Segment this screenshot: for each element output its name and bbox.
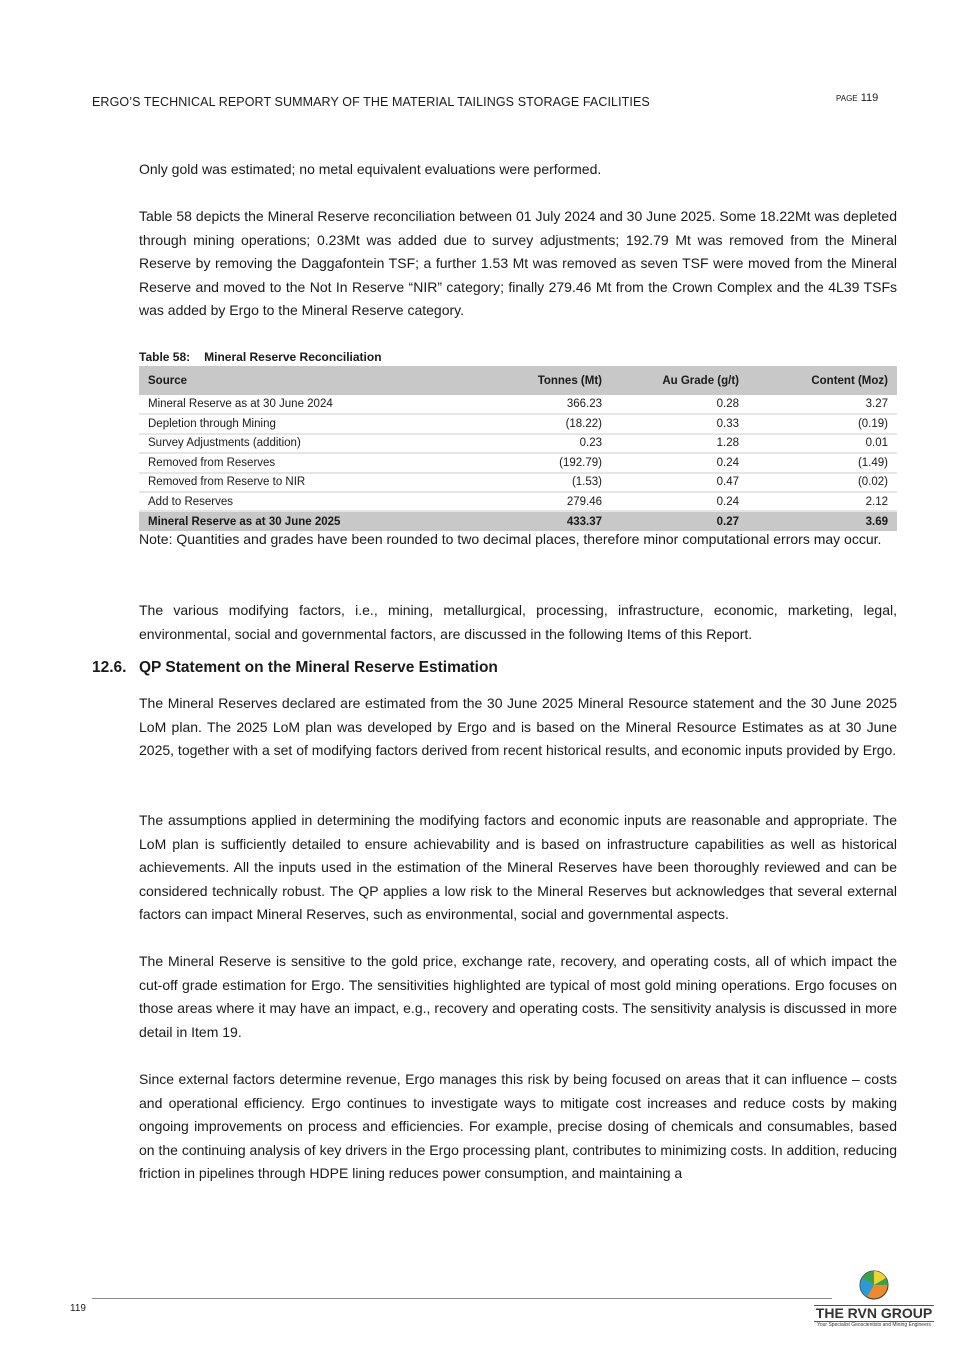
table-row <box>139 395 897 414</box>
table-row <box>139 434 897 453</box>
cell-grade: 0.24 <box>611 492 748 511</box>
table-row <box>139 453 897 472</box>
cell-source: Survey Adjustments (addition) <box>139 434 439 453</box>
cell-tonnes: (18.22) <box>439 414 611 433</box>
page-number-header <box>836 92 878 104</box>
rvn-group-logo <box>814 1270 934 1328</box>
col-tonnes: Tonnes (Mt) <box>439 366 611 395</box>
cell-source: Add to Reserves <box>139 492 439 511</box>
cell-content: (0.19) <box>748 414 897 433</box>
paragraph-reconciliation: Table 58 depicts the Mineral Reserve reconciliation between 01 July 2024 and 30 June 2025. Some 18.22Mt was depleted through mining operations; 0.23Mt was added due to survey adjustments; 192.79 Mt was removed from the Mineral Reserve by removing the Daggafontein TSF; a further 1.53 Mt was removed as seven TSF were moved from the Mineral Reserve and moved to the Not In Reserve “NIR” category; finally 279.46 Mt from the Crown Complex and the 4L39 TSFs was added by Ergo to the Mineral Reserve category. <box>139 208 897 318</box>
cell-content: (0.02) <box>748 473 897 492</box>
cell-grade: 1.28 <box>611 434 748 453</box>
cell-content: 3.27 <box>748 395 897 414</box>
reconciliation-table <box>139 366 897 531</box>
section-title: QP Statement on the Mineral Reserve Estimation <box>139 659 498 676</box>
table-caption <box>139 350 396 364</box>
cell-grade: 0.33 <box>611 414 748 433</box>
table-row <box>139 414 897 433</box>
paragraph-sensitivity: The Mineral Reserve is sensitive to the gold price, exchange rate, recovery, and operating costs, all of which impact the cut-off grade estimation for Ergo. The sensitivities highlighted are typical of most gold mining operations. Ergo focuses on those areas where it may have an impact, e.g., recovery and operating costs. The sensitivity analysis is discussed in more detail in Item 19. <box>139 953 897 1040</box>
paragraph-modifying-factors: The various modifying factors, i.e., mining, metallurgical, processing, infrastructure, economic, marketing, legal, environmental, social and governmental factors, are discussed in the following Items of this Report. <box>139 602 897 642</box>
cell-tonnes: 279.46 <box>439 492 611 511</box>
cell-tonnes: (192.79) <box>439 453 611 472</box>
paragraph-external-factors: Since external factors determine revenue, Ergo manages this risk by being focused on areas that it can influence – costs and operational efficiency. Ergo continues to investigate ways to mitigate cost increases and reduce costs by making ongoing improvements on process and efficiencies. For example, precise dosing of chemicals and consumables, based on the continuing analysis of key drivers in the Ergo processing plant, contributes to minimizing costs. In addition, reducing friction in pipelines through HDPE lining reduces power consumption, and maintaining a <box>139 1071 897 1181</box>
total-tonnes: 433.37 <box>439 511 611 530</box>
cell-tonnes: 0.23 <box>439 434 611 453</box>
page-number: 119 <box>860 92 879 104</box>
cell-grade: 0.24 <box>611 453 748 472</box>
cell-grade: 0.47 <box>611 473 748 492</box>
paragraph-reserves-declared: The Mineral Reserves declared are estimated from the 30 June 2025 Mineral Resource statement and the 30 June 2025 LoM plan. The 2025 LoM plan was developed by Ergo and is based on the Mineral Resource Estimates as at 30 June 2025, together with a set of modifying factors derived from recent historical results, and economic inputs provided by Ergo. <box>139 695 897 758</box>
cell-source: Removed from Reserves <box>139 453 439 472</box>
table-header-row <box>139 366 897 395</box>
table-note: Note: Quantities and grades have been rounded to two decimal places, therefore minor computational errors may occur. <box>139 531 882 547</box>
cell-source: Removed from Reserve to NIR <box>139 473 439 492</box>
table-row <box>139 473 897 492</box>
col-source: Source <box>139 366 439 395</box>
logo-tagline: Your Specialist Geoscientists and Mining Engineers <box>816 1322 932 1328</box>
footer-page-number: 119 <box>70 1303 86 1314</box>
section-heading <box>92 659 498 677</box>
section-number: 12.6. <box>92 659 127 676</box>
logo-name: THE RVN GROUP <box>815 1305 933 1321</box>
total-grade: 0.27 <box>611 511 748 530</box>
paragraph-assumptions: The assumptions applied in determining the modifying factors and economic inputs are reasonable and appropriate. The LoM plan is sufficiently detailed to ensure achievability and is based on infrastructure capabilities as well as historical achievements. All the inputs used in the estimation of the Mineral Reserves have been thoroughly reviewed and can be considered technically robust. The QP applies a low risk to the Mineral Reserves but acknowledges that several external factors can impact Mineral Reserves, such as environmental, social and governmental aspects. <box>139 812 897 922</box>
footer-divider <box>92 1298 832 1299</box>
logo-globe-icon <box>859 1270 889 1300</box>
col-grade: Au Grade (g/t) <box>611 366 748 395</box>
cell-content: 0.01 <box>748 434 897 453</box>
table-caption-number: Table 58: <box>139 350 191 364</box>
cell-tonnes: (1.53) <box>439 473 611 492</box>
cell-grade: 0.28 <box>611 395 748 414</box>
col-content: Content (Moz) <box>748 366 897 395</box>
cell-content: (1.49) <box>748 453 897 472</box>
table-row <box>139 492 897 511</box>
paragraph-gold-only: Only gold was estimated; no metal equivalent evaluations were performed. <box>139 161 602 177</box>
cell-content: 2.12 <box>748 492 897 511</box>
page-prefix: PAGE <box>836 94 858 103</box>
table-caption-title: Mineral Reserve Reconciliation <box>204 350 382 364</box>
cell-source: Depletion through Mining <box>139 414 439 433</box>
running-header: ERGO’S TECHNICAL REPORT SUMMARY OF THE MATERIAL TAILINGS STORAGE FACILITIES <box>92 95 650 109</box>
cell-tonnes: 366.23 <box>439 395 611 414</box>
total-content: 3.69 <box>748 511 897 530</box>
cell-source: Mineral Reserve as at 30 June 2024 <box>139 395 439 414</box>
total-source: Mineral Reserve as at 30 June 2025 <box>139 511 439 530</box>
